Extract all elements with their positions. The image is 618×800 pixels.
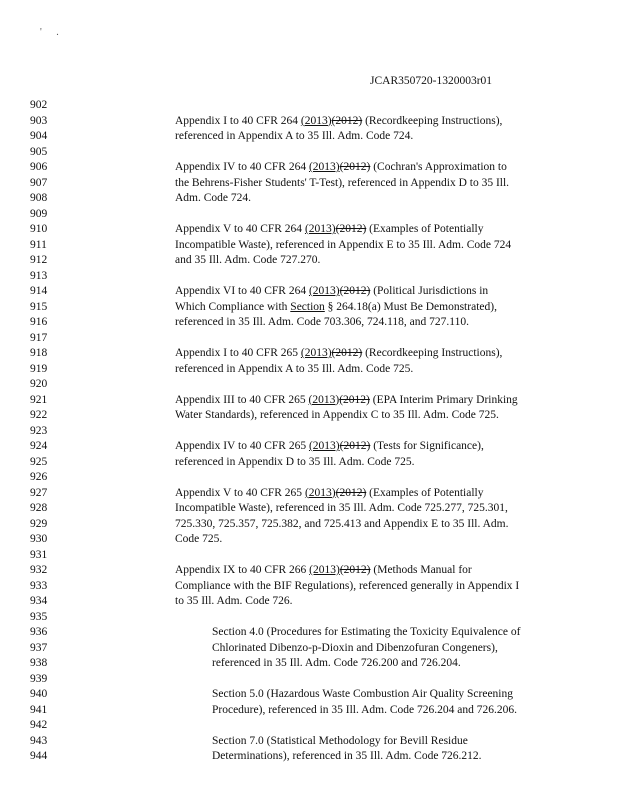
line-number: 909	[30, 207, 48, 220]
line-number: 911	[30, 238, 47, 251]
line-number: 941	[30, 703, 48, 716]
document-line	[0, 253, 618, 269]
text-segment: Water Standards), referenced in Appendix C to 35 Ill. Adm. Code 725.	[175, 409, 499, 421]
document-line	[0, 160, 618, 176]
document-line	[0, 687, 618, 703]
line-number: 918	[30, 347, 48, 359]
line-number: 926	[30, 471, 48, 483]
line-number: 933	[30, 579, 48, 592]
document-line	[0, 625, 618, 641]
document-body	[0, 98, 618, 765]
line-number: 908	[30, 192, 48, 204]
line-text	[175, 579, 519, 595]
line-number: 932	[30, 564, 48, 576]
text-segment: the Behrens-Fisher Students' T-Test), referenced in Appendix D to 35 Ill.	[175, 176, 510, 189]
text-segment: (Recordkeeping Instructions),	[362, 114, 503, 127]
line-text	[212, 749, 482, 765]
document-line	[0, 579, 618, 595]
text-segment: (Political Jurisdictions in	[370, 285, 489, 297]
line-number: 915	[30, 300, 48, 313]
text-segment: Incompatible Waste), referenced in Appendix E to 35 Ill. Adm. Code 724	[175, 238, 512, 251]
text-segment: Appendix III to 40 CFR 265	[175, 393, 309, 406]
line-number: 921	[30, 393, 48, 406]
deleted-text: (2012)	[339, 393, 370, 406]
document-line	[0, 734, 618, 750]
text-segment: and 35 Ill. Adm. Code 727.270.	[175, 254, 321, 266]
document-line	[0, 346, 618, 362]
document-line	[0, 610, 618, 626]
document-header-code: JCAR350720-1320003r01	[370, 75, 493, 87]
text-segment: Appendix IV to 40 CFR 265	[175, 440, 309, 452]
line-text	[175, 501, 508, 517]
document-line	[0, 393, 618, 409]
document-line	[0, 408, 618, 424]
line-number: 917	[30, 331, 48, 344]
text-segment: Appendix V to 40 CFR 264	[175, 223, 305, 235]
line-text	[175, 176, 509, 192]
text-segment: referenced in Appendix A to 35 Ill. Adm. Code 725.	[175, 362, 414, 375]
document-line	[0, 641, 618, 657]
line-number: 922	[30, 409, 48, 421]
text-segment: referenced in Appendix D to 35 Ill. Adm. Code 725.	[175, 455, 415, 468]
text-segment: referenced in 35 Ill. Adm. Code 703.306, 724.118, and 727.110.	[175, 316, 469, 328]
line-number: 935	[30, 610, 48, 623]
document-line	[0, 238, 618, 254]
inserted-text: Section	[290, 300, 325, 313]
document-line	[0, 98, 618, 114]
text-segment: Determinations), referenced in 35 Ill. Adm. Code 726.212.	[212, 750, 482, 762]
document-line	[0, 315, 618, 331]
line-number: 936	[30, 626, 48, 638]
line-text	[175, 300, 497, 316]
document-line	[0, 207, 618, 223]
document-line	[0, 532, 618, 548]
document-line	[0, 331, 618, 347]
document-line	[0, 563, 618, 579]
line-text	[175, 532, 222, 548]
text-segment: Code 725.	[175, 533, 223, 545]
text-segment: Procedure), referenced in 35 Ill. Adm. Code 726.204 and 726.206.	[212, 703, 517, 716]
line-number: 914	[30, 285, 48, 297]
document-line	[0, 455, 618, 471]
line-number: 905	[30, 145, 48, 158]
document-line	[0, 114, 618, 130]
document-line	[0, 300, 618, 316]
deleted-text: (2012)	[339, 564, 371, 576]
deleted-text: (2012)	[335, 223, 367, 235]
line-text	[175, 594, 293, 610]
line-text	[212, 641, 498, 657]
line-number: 924	[30, 440, 48, 452]
text-segment: Section 7.0 (Statistical Methodology for Bevill Residue	[212, 734, 468, 747]
line-text	[175, 393, 518, 409]
text-segment: (Methods Manual for	[370, 564, 472, 576]
deleted-text: (2012)	[339, 440, 371, 452]
line-text	[175, 238, 511, 254]
text-segment: (EPA Interim Primary Drinking	[369, 393, 518, 406]
document-line	[0, 284, 618, 300]
deleted-text: (2012)	[331, 114, 363, 127]
line-text	[175, 222, 484, 238]
text-segment: referenced in 35 Ill. Adm. Code 726.200 and 726.204.	[212, 657, 461, 669]
text-segment: (Tests for Significance),	[370, 440, 484, 452]
inserted-text: (2013)	[300, 114, 332, 127]
text-segment: Appendix VI to 40 CFR 264	[175, 285, 309, 297]
line-number: 907	[30, 176, 48, 189]
document-line	[0, 129, 618, 145]
line-number: 919	[30, 362, 48, 375]
document-line	[0, 222, 618, 238]
document-line	[0, 377, 618, 393]
line-number: 906	[30, 161, 48, 173]
inserted-text: (2013)	[308, 393, 340, 406]
line-number: 923	[30, 424, 48, 437]
document-line	[0, 656, 618, 672]
document-line	[0, 672, 618, 688]
document-line	[0, 548, 618, 564]
text-segment: § 264.18(a) Must Be Demonstrated),	[324, 300, 497, 313]
document-line	[0, 749, 618, 765]
line-number: 916	[30, 316, 48, 328]
line-number: 930	[30, 533, 48, 545]
line-text	[212, 703, 517, 719]
deleted-text: (2012)	[339, 161, 371, 173]
deleted-text: (2012)	[339, 285, 371, 297]
line-number: 927	[30, 486, 48, 499]
page-mark: ' .	[40, 27, 65, 38]
line-number: 904	[30, 130, 48, 142]
line-number: 928	[30, 502, 48, 514]
line-number: 942	[30, 719, 48, 731]
line-number: 902	[30, 99, 48, 111]
text-segment: (Examples of Potentially	[366, 223, 484, 235]
inserted-text: (2013)	[308, 161, 340, 173]
line-text	[175, 114, 502, 130]
document-line	[0, 517, 618, 533]
document-line	[0, 594, 618, 610]
line-text	[175, 129, 413, 145]
line-number: 913	[30, 269, 48, 282]
inserted-text: (2013)	[300, 347, 332, 359]
document-line	[0, 703, 618, 719]
line-text	[175, 362, 413, 378]
inserted-text: (2013)	[308, 285, 340, 297]
text-segment: Section 4.0 (Procedures for Estimating the Toxicity Equivalence of	[212, 626, 521, 638]
deleted-text: (2012)	[335, 486, 367, 499]
line-text	[175, 408, 499, 424]
text-segment: referenced in Appendix A to 35 Ill. Adm. Code 724.	[175, 130, 414, 142]
text-segment: Compliance with the BIF Regulations), referenced generally in Appendix I	[175, 579, 520, 592]
text-segment: (Cochran's Approximation to	[370, 161, 507, 173]
inserted-text: (2013)	[304, 223, 336, 235]
line-number: 940	[30, 688, 48, 700]
line-text	[175, 160, 507, 176]
line-text	[175, 486, 484, 502]
text-segment: Appendix V to 40 CFR 265	[175, 486, 305, 499]
document-line	[0, 501, 618, 517]
document-line	[0, 269, 618, 285]
line-number: 943	[30, 734, 48, 747]
document-line	[0, 176, 618, 192]
line-text	[212, 625, 520, 641]
text-segment: to 35 Ill. Adm. Code 726.	[175, 595, 293, 607]
line-number: 938	[30, 657, 48, 669]
document-line	[0, 718, 618, 734]
inserted-text: (2013)	[308, 440, 340, 452]
text-segment: Appendix IX to 40 CFR 266	[175, 564, 310, 576]
line-text	[175, 315, 469, 331]
line-number: 934	[30, 595, 48, 607]
line-number: 937	[30, 641, 48, 654]
text-segment: (Examples of Potentially	[366, 486, 484, 499]
document-line	[0, 145, 618, 161]
line-text	[175, 455, 415, 471]
line-number: 939	[30, 672, 48, 685]
deleted-text: (2012)	[331, 347, 363, 359]
line-number: 931	[30, 548, 48, 561]
text-segment: Incompatible Waste), referenced in 35 Ill. Adm. Code 725.277, 725.301,	[175, 502, 508, 514]
text-segment: Which Compliance with	[175, 300, 291, 313]
text-segment: Adm. Code 724.	[175, 192, 252, 204]
document-line	[0, 470, 618, 486]
line-text	[212, 734, 468, 750]
document-line	[0, 424, 618, 440]
text-segment: Chlorinated Dibenzo-p-Dioxin and Dibenzofuran Congeners),	[212, 641, 498, 654]
text-segment: (Recordkeeping Instructions),	[362, 347, 503, 359]
document-line	[0, 362, 618, 378]
line-text	[175, 191, 251, 207]
text-segment: Section 5.0 (Hazardous Waste Combustion Air Quality Screening	[212, 688, 514, 700]
text-segment: Appendix IV to 40 CFR 264	[175, 161, 309, 173]
line-text	[175, 253, 320, 269]
line-number: 903	[30, 114, 48, 127]
document-line	[0, 191, 618, 207]
line-text	[175, 284, 488, 300]
text-segment: 725.330, 725.357, 725.382, and 725.413 and Appendix E to 35 Ill. Adm.	[175, 517, 509, 530]
line-number: 944	[30, 750, 48, 762]
document-line	[0, 439, 618, 455]
text-segment: Appendix I to 40 CFR 264	[175, 114, 301, 127]
line-text	[175, 517, 508, 533]
line-text	[212, 687, 513, 703]
inserted-text: (2013)	[304, 486, 336, 499]
line-text	[175, 563, 472, 579]
line-number: 920	[30, 378, 48, 390]
line-number: 912	[30, 254, 48, 266]
line-number: 910	[30, 223, 48, 235]
inserted-text: (2013)	[309, 564, 340, 576]
line-text	[175, 346, 502, 362]
document-line	[0, 486, 618, 502]
line-text	[175, 439, 484, 455]
text-segment: Appendix I to 40 CFR 265	[175, 347, 301, 359]
line-number: 925	[30, 455, 48, 468]
line-number: 929	[30, 517, 48, 530]
line-text	[212, 656, 461, 672]
